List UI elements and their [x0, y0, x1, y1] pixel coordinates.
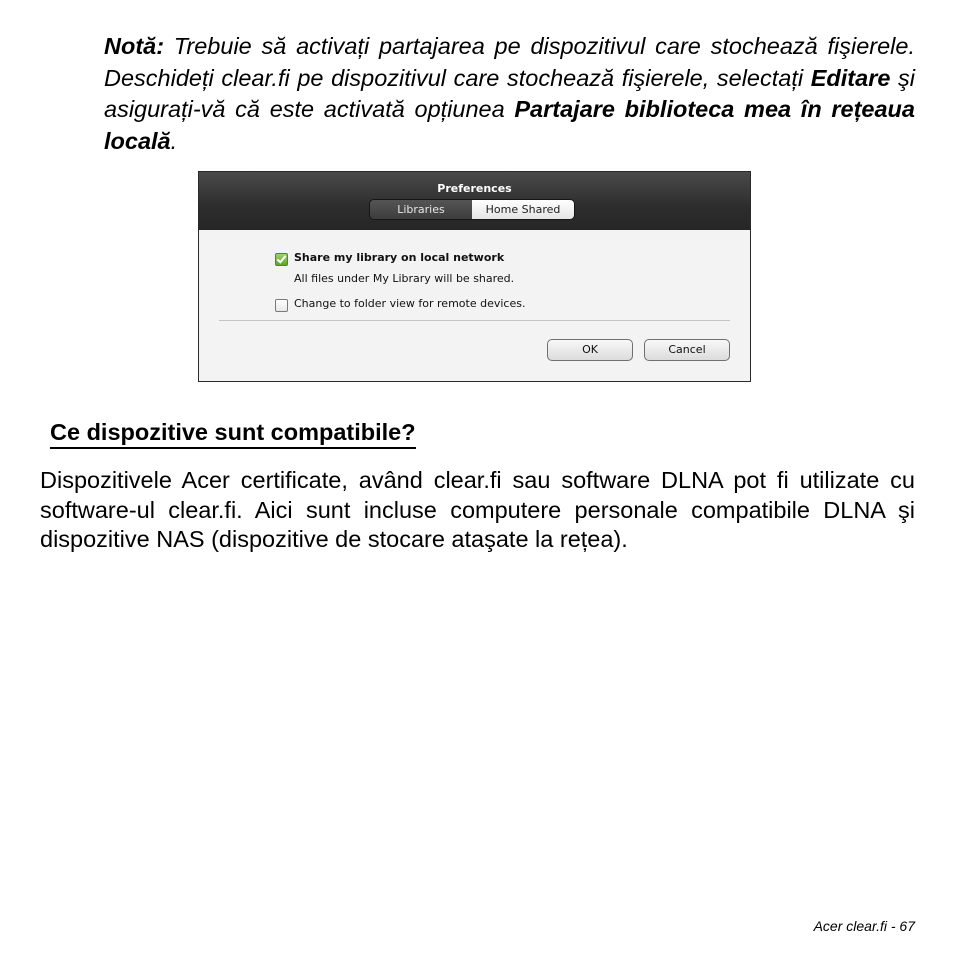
note-paragraph — [104, 31, 915, 157]
share-library-label: Share my library on local network — [294, 251, 505, 264]
share-library-checkbox[interactable] — [275, 253, 288, 266]
preferences-dialog-screenshot — [198, 171, 751, 382]
dialog-separator — [219, 320, 730, 321]
tab-bar — [369, 199, 575, 220]
dialog-header — [199, 172, 750, 230]
tab-libraries[interactable]: Libraries — [370, 200, 472, 219]
note-bold-edit: Editare — [810, 64, 891, 91]
folder-view-checkbox[interactable] — [275, 299, 288, 312]
ok-button[interactable]: OK — [547, 339, 633, 361]
page-footer: Acer clear.fi - 67 — [813, 918, 915, 934]
dialog-title: Preferences — [437, 182, 512, 195]
share-library-hint: All files under My Library will be shared. — [294, 272, 515, 285]
note-text-1: Trebuie să activați partajarea pe dispozitivul care stochează fişierele. Deschideți clear.fi pe dispozitivul care stochează fişierele, selectați — [104, 33, 915, 91]
folder-view-label: Change to folder view for remote devices. — [294, 297, 526, 310]
cancel-button[interactable]: Cancel — [644, 339, 730, 361]
tab-home-shared[interactable]: Home Shared — [472, 200, 574, 219]
note-bold-sharing: Partajare biblioteca mea în rețeaua locală — [104, 96, 915, 154]
section-heading: Ce dispozitive sunt compatibile? — [50, 418, 416, 449]
note-text-3: . — [170, 127, 178, 154]
section-paragraph: Dispozitivele Acer certificate, având clear.fi sau software DLNA pot fi utilizate cu software-ul clear.fi. Aici sunt incluse computere personale compatibile DLNA şi dispozitive NAS (dispozitive de stocare ataşate la rețea). — [40, 467, 915, 552]
note-text-2: şi asigurați-vă că este activată opțiunea — [104, 64, 916, 122]
note-label: Notă: — [104, 33, 165, 59]
